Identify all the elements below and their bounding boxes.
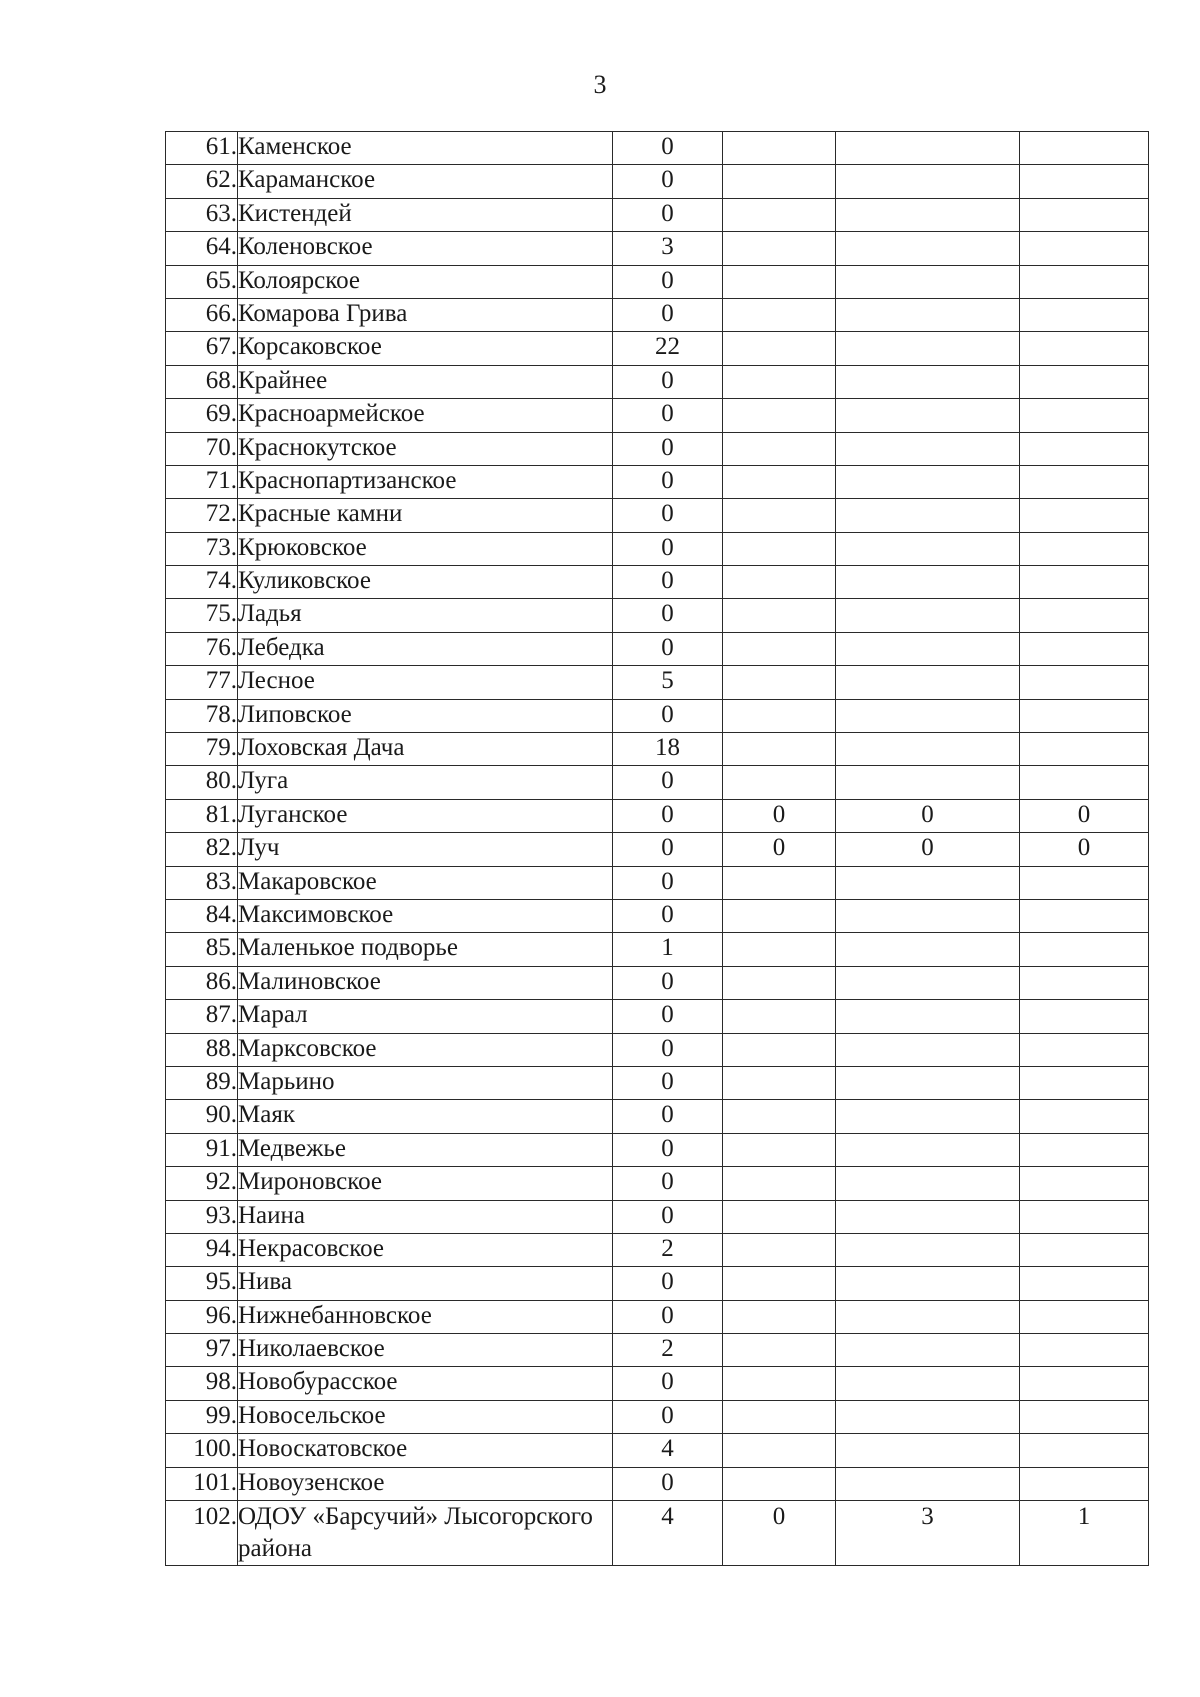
row-number: 71. bbox=[166, 465, 238, 498]
row-value-1: 2 bbox=[613, 1334, 723, 1367]
row-value-2 bbox=[723, 298, 836, 331]
row-value-1: 0 bbox=[613, 1467, 723, 1500]
table-row bbox=[166, 1033, 1149, 1066]
row-value-4 bbox=[1020, 132, 1149, 165]
row-value-4 bbox=[1020, 1233, 1149, 1266]
row-value-1: 0 bbox=[613, 899, 723, 932]
row-name: Комарова Грива bbox=[238, 298, 613, 331]
row-value-3 bbox=[836, 499, 1020, 532]
table-row bbox=[166, 332, 1149, 365]
row-number: 74. bbox=[166, 566, 238, 599]
row-value-3 bbox=[836, 1167, 1020, 1200]
table-row bbox=[166, 799, 1149, 832]
table-row bbox=[166, 1367, 1149, 1400]
row-value-1: 0 bbox=[613, 833, 723, 866]
row-value-1: 0 bbox=[613, 1133, 723, 1166]
row-name: Корсаковское bbox=[238, 332, 613, 365]
row-value-3 bbox=[836, 632, 1020, 665]
row-value-4: 0 bbox=[1020, 799, 1149, 832]
table-row bbox=[166, 599, 1149, 632]
row-value-1: 0 bbox=[613, 1100, 723, 1133]
row-value-4 bbox=[1020, 399, 1149, 432]
row-number: 87. bbox=[166, 1000, 238, 1033]
table-row bbox=[166, 1167, 1149, 1200]
row-value-4 bbox=[1020, 265, 1149, 298]
row-name: Луч bbox=[238, 833, 613, 866]
row-value-3 bbox=[836, 1100, 1020, 1133]
row-number: 99. bbox=[166, 1400, 238, 1433]
row-name: Куликовское bbox=[238, 566, 613, 599]
row-value-3 bbox=[836, 899, 1020, 932]
row-number: 96. bbox=[166, 1300, 238, 1333]
table-row bbox=[166, 1267, 1149, 1300]
row-value-3 bbox=[836, 132, 1020, 165]
row-value-4 bbox=[1020, 1200, 1149, 1233]
row-name: Малиновское bbox=[238, 966, 613, 999]
row-value-3 bbox=[836, 1066, 1020, 1099]
table-row bbox=[166, 298, 1149, 331]
row-number: 65. bbox=[166, 265, 238, 298]
row-value-1: 0 bbox=[613, 799, 723, 832]
row-name: Маленькое подворье bbox=[238, 933, 613, 966]
row-value-3 bbox=[836, 465, 1020, 498]
row-number: 94. bbox=[166, 1233, 238, 1266]
row-value-1: 0 bbox=[613, 766, 723, 799]
table-row bbox=[166, 1233, 1149, 1266]
row-value-1: 0 bbox=[613, 499, 723, 532]
row-value-2 bbox=[723, 1100, 836, 1133]
data-table bbox=[165, 131, 1149, 1566]
row-value-1: 0 bbox=[613, 365, 723, 398]
row-value-4 bbox=[1020, 566, 1149, 599]
row-name: Колоярское bbox=[238, 265, 613, 298]
row-name: Новоскатовское bbox=[238, 1434, 613, 1467]
row-number: 77. bbox=[166, 666, 238, 699]
row-number: 91. bbox=[166, 1133, 238, 1166]
table-row bbox=[166, 699, 1149, 732]
row-value-2 bbox=[723, 866, 836, 899]
row-value-3 bbox=[836, 1267, 1020, 1300]
row-value-4 bbox=[1020, 1033, 1149, 1066]
row-value-3 bbox=[836, 1000, 1020, 1033]
row-value-4 bbox=[1020, 1167, 1149, 1200]
row-value-2 bbox=[723, 465, 836, 498]
row-value-2 bbox=[723, 733, 836, 766]
row-number: 98. bbox=[166, 1367, 238, 1400]
row-value-4 bbox=[1020, 198, 1149, 231]
row-value-1: 0 bbox=[613, 265, 723, 298]
row-value-3 bbox=[836, 1033, 1020, 1066]
row-value-3: 0 bbox=[836, 833, 1020, 866]
row-value-3 bbox=[836, 1200, 1020, 1233]
row-name: Краснокутское bbox=[238, 432, 613, 465]
row-name: Наина bbox=[238, 1200, 613, 1233]
table-row bbox=[166, 1400, 1149, 1433]
row-value-2 bbox=[723, 966, 836, 999]
row-value-3 bbox=[836, 1367, 1020, 1400]
row-name: Новоузенское bbox=[238, 1467, 613, 1500]
row-value-3 bbox=[836, 866, 1020, 899]
row-value-2 bbox=[723, 699, 836, 732]
table-row bbox=[166, 365, 1149, 398]
table-row bbox=[166, 165, 1149, 198]
row-value-1: 0 bbox=[613, 866, 723, 899]
row-value-2 bbox=[723, 566, 836, 599]
row-name: Луганское bbox=[238, 799, 613, 832]
row-value-4 bbox=[1020, 733, 1149, 766]
row-number: 61. bbox=[166, 132, 238, 165]
row-number: 78. bbox=[166, 699, 238, 732]
row-value-3 bbox=[836, 232, 1020, 265]
row-value-2 bbox=[723, 232, 836, 265]
row-value-3 bbox=[836, 966, 1020, 999]
row-name: Максимовское bbox=[238, 899, 613, 932]
row-value-4 bbox=[1020, 666, 1149, 699]
row-value-2 bbox=[723, 165, 836, 198]
row-value-3 bbox=[836, 1434, 1020, 1467]
row-value-1: 0 bbox=[613, 132, 723, 165]
row-value-2 bbox=[723, 1066, 836, 1099]
table-row bbox=[166, 632, 1149, 665]
table-row bbox=[166, 866, 1149, 899]
row-value-1: 1 bbox=[613, 933, 723, 966]
row-name: Лесное bbox=[238, 666, 613, 699]
row-name: Марьино bbox=[238, 1066, 613, 1099]
row-value-1: 2 bbox=[613, 1233, 723, 1266]
row-value-4 bbox=[1020, 365, 1149, 398]
table-row bbox=[166, 232, 1149, 265]
table-row bbox=[166, 532, 1149, 565]
row-value-4 bbox=[1020, 499, 1149, 532]
row-value-2 bbox=[723, 365, 836, 398]
row-value-2 bbox=[723, 399, 836, 432]
row-value-3: 3 bbox=[836, 1501, 1020, 1566]
table-row bbox=[166, 198, 1149, 231]
row-number: 85. bbox=[166, 933, 238, 966]
row-name: Коленовское bbox=[238, 232, 613, 265]
row-value-1: 0 bbox=[613, 399, 723, 432]
table-row bbox=[166, 1434, 1149, 1467]
row-value-1: 5 bbox=[613, 666, 723, 699]
row-value-4 bbox=[1020, 298, 1149, 331]
row-value-4 bbox=[1020, 1400, 1149, 1433]
row-value-1: 0 bbox=[613, 1000, 723, 1033]
row-value-4 bbox=[1020, 933, 1149, 966]
row-value-1: 0 bbox=[613, 1267, 723, 1300]
row-number: 66. bbox=[166, 298, 238, 331]
table-row bbox=[166, 1501, 1149, 1566]
row-value-4 bbox=[1020, 1066, 1149, 1099]
row-value-3 bbox=[836, 1233, 1020, 1266]
row-value-4: 0 bbox=[1020, 833, 1149, 866]
row-number: 72. bbox=[166, 499, 238, 532]
row-name: Некрасовское bbox=[238, 1233, 613, 1266]
row-name: Караманское bbox=[238, 165, 613, 198]
table-row bbox=[166, 432, 1149, 465]
row-value-2 bbox=[723, 499, 836, 532]
row-value-2 bbox=[723, 1233, 836, 1266]
row-value-2 bbox=[723, 1367, 836, 1400]
row-name: Марал bbox=[238, 1000, 613, 1033]
row-value-1: 0 bbox=[613, 1167, 723, 1200]
row-name: Марксовское bbox=[238, 1033, 613, 1066]
table-body bbox=[166, 132, 1149, 1566]
row-number: 63. bbox=[166, 198, 238, 231]
row-name: Луга bbox=[238, 766, 613, 799]
row-value-4 bbox=[1020, 699, 1149, 732]
row-value-4 bbox=[1020, 766, 1149, 799]
row-number: 101. bbox=[166, 1467, 238, 1500]
row-name: Лоховская Дача bbox=[238, 733, 613, 766]
row-value-1: 0 bbox=[613, 632, 723, 665]
row-value-4 bbox=[1020, 866, 1149, 899]
row-value-2 bbox=[723, 265, 836, 298]
row-value-4 bbox=[1020, 532, 1149, 565]
table-row bbox=[166, 966, 1149, 999]
table-row bbox=[166, 766, 1149, 799]
row-name: Маяк bbox=[238, 1100, 613, 1133]
row-name: Каменское bbox=[238, 132, 613, 165]
row-value-3 bbox=[836, 733, 1020, 766]
table-row bbox=[166, 666, 1149, 699]
row-value-2 bbox=[723, 1434, 836, 1467]
row-value-3 bbox=[836, 399, 1020, 432]
row-value-3 bbox=[836, 1334, 1020, 1367]
row-value-2: 0 bbox=[723, 799, 836, 832]
row-number: 92. bbox=[166, 1167, 238, 1200]
table-row bbox=[166, 933, 1149, 966]
row-value-1: 0 bbox=[613, 699, 723, 732]
row-name: Крайнее bbox=[238, 365, 613, 398]
row-value-1: 0 bbox=[613, 198, 723, 231]
table-row bbox=[166, 1066, 1149, 1099]
row-value-4 bbox=[1020, 1467, 1149, 1500]
row-value-4 bbox=[1020, 899, 1149, 932]
row-number: 100. bbox=[166, 1434, 238, 1467]
row-name: Красные камни bbox=[238, 499, 613, 532]
row-number: 86. bbox=[166, 966, 238, 999]
row-value-1: 18 bbox=[613, 733, 723, 766]
row-number: 64. bbox=[166, 232, 238, 265]
row-value-1: 0 bbox=[613, 465, 723, 498]
row-value-1: 0 bbox=[613, 298, 723, 331]
row-name: Макаровское bbox=[238, 866, 613, 899]
row-value-2 bbox=[723, 1167, 836, 1200]
row-value-3 bbox=[836, 365, 1020, 398]
row-value-4 bbox=[1020, 1300, 1149, 1333]
row-value-1: 0 bbox=[613, 1367, 723, 1400]
row-value-3 bbox=[836, 165, 1020, 198]
row-name: Кистендей bbox=[238, 198, 613, 231]
table-row bbox=[166, 399, 1149, 432]
row-value-4 bbox=[1020, 165, 1149, 198]
row-value-2 bbox=[723, 666, 836, 699]
row-number: 79. bbox=[166, 733, 238, 766]
row-value-2: 0 bbox=[723, 1501, 836, 1566]
table-row bbox=[166, 1300, 1149, 1333]
row-value-1: 4 bbox=[613, 1501, 723, 1566]
row-name: Лебедка bbox=[238, 632, 613, 665]
row-number: 76. bbox=[166, 632, 238, 665]
row-name: Нижнебанновское bbox=[238, 1300, 613, 1333]
row-name: Николаевское bbox=[238, 1334, 613, 1367]
row-value-3 bbox=[836, 265, 1020, 298]
row-value-3 bbox=[836, 1400, 1020, 1433]
row-value-4 bbox=[1020, 1334, 1149, 1367]
row-value-1: 0 bbox=[613, 1400, 723, 1433]
row-number: 67. bbox=[166, 332, 238, 365]
row-value-4 bbox=[1020, 1367, 1149, 1400]
row-value-3 bbox=[836, 332, 1020, 365]
table-row bbox=[166, 1100, 1149, 1133]
row-value-2 bbox=[723, 899, 836, 932]
row-value-2 bbox=[723, 1033, 836, 1066]
row-name: ОДОУ «Барсучий» Лысогорского района bbox=[238, 1501, 613, 1566]
row-value-2 bbox=[723, 432, 836, 465]
row-value-3 bbox=[836, 532, 1020, 565]
row-value-3 bbox=[836, 1133, 1020, 1166]
row-value-4 bbox=[1020, 432, 1149, 465]
row-value-1: 0 bbox=[613, 1066, 723, 1099]
row-value-4: 1 bbox=[1020, 1501, 1149, 1566]
row-value-3 bbox=[836, 933, 1020, 966]
row-value-1: 4 bbox=[613, 1434, 723, 1467]
row-value-3 bbox=[836, 198, 1020, 231]
row-number: 75. bbox=[166, 599, 238, 632]
row-value-2 bbox=[723, 1400, 836, 1433]
table-row bbox=[166, 499, 1149, 532]
row-value-2 bbox=[723, 1133, 836, 1166]
row-value-1: 0 bbox=[613, 1200, 723, 1233]
row-value-4 bbox=[1020, 1000, 1149, 1033]
table-row bbox=[166, 1000, 1149, 1033]
row-name: Крюковское bbox=[238, 532, 613, 565]
row-value-2 bbox=[723, 1334, 836, 1367]
row-value-1: 22 bbox=[613, 332, 723, 365]
row-value-2 bbox=[723, 532, 836, 565]
row-value-4 bbox=[1020, 232, 1149, 265]
row-number: 62. bbox=[166, 165, 238, 198]
row-number: 88. bbox=[166, 1033, 238, 1066]
row-value-4 bbox=[1020, 332, 1149, 365]
row-number: 69. bbox=[166, 399, 238, 432]
row-value-4 bbox=[1020, 632, 1149, 665]
row-value-1: 0 bbox=[613, 966, 723, 999]
row-number: 89. bbox=[166, 1066, 238, 1099]
row-number: 82. bbox=[166, 833, 238, 866]
row-value-3 bbox=[836, 766, 1020, 799]
table-row bbox=[166, 1200, 1149, 1233]
row-value-2 bbox=[723, 599, 836, 632]
row-name: Краснопартизанское bbox=[238, 465, 613, 498]
row-value-3 bbox=[836, 599, 1020, 632]
table-row bbox=[166, 132, 1149, 165]
row-number: 84. bbox=[166, 899, 238, 932]
row-value-2 bbox=[723, 1000, 836, 1033]
row-number: 93. bbox=[166, 1200, 238, 1233]
row-number: 81. bbox=[166, 799, 238, 832]
row-value-2 bbox=[723, 1467, 836, 1500]
row-name: Новосельское bbox=[238, 1400, 613, 1433]
row-number: 73. bbox=[166, 532, 238, 565]
row-value-2 bbox=[723, 198, 836, 231]
row-value-1: 3 bbox=[613, 232, 723, 265]
table-row bbox=[166, 833, 1149, 866]
row-number: 95. bbox=[166, 1267, 238, 1300]
row-value-2 bbox=[723, 632, 836, 665]
row-value-1: 0 bbox=[613, 165, 723, 198]
row-value-2 bbox=[723, 766, 836, 799]
table-row bbox=[166, 265, 1149, 298]
row-value-1: 0 bbox=[613, 1300, 723, 1333]
row-value-4 bbox=[1020, 1133, 1149, 1166]
table-row bbox=[166, 899, 1149, 932]
row-number: 97. bbox=[166, 1334, 238, 1367]
row-number: 83. bbox=[166, 866, 238, 899]
row-value-3 bbox=[836, 1467, 1020, 1500]
row-value-2 bbox=[723, 933, 836, 966]
row-value-1: 0 bbox=[613, 432, 723, 465]
row-value-4 bbox=[1020, 1267, 1149, 1300]
row-value-1: 0 bbox=[613, 532, 723, 565]
row-number: 80. bbox=[166, 766, 238, 799]
row-value-2: 0 bbox=[723, 833, 836, 866]
table-row bbox=[166, 1467, 1149, 1500]
table-row bbox=[166, 566, 1149, 599]
row-value-2 bbox=[723, 1300, 836, 1333]
row-number: 68. bbox=[166, 365, 238, 398]
row-value-3 bbox=[836, 666, 1020, 699]
row-value-1: 0 bbox=[613, 566, 723, 599]
row-number: 70. bbox=[166, 432, 238, 465]
row-value-2 bbox=[723, 132, 836, 165]
row-value-3 bbox=[836, 566, 1020, 599]
row-value-3 bbox=[836, 432, 1020, 465]
row-value-2 bbox=[723, 332, 836, 365]
row-value-2 bbox=[723, 1200, 836, 1233]
table-row bbox=[166, 465, 1149, 498]
row-name: Новобурасское bbox=[238, 1367, 613, 1400]
table-row bbox=[166, 1334, 1149, 1367]
page-number: 3 bbox=[593, 70, 607, 99]
row-name: Ладья bbox=[238, 599, 613, 632]
table-row bbox=[166, 1133, 1149, 1166]
row-name: Красноармейское bbox=[238, 399, 613, 432]
row-name: Нива bbox=[238, 1267, 613, 1300]
row-value-4 bbox=[1020, 1434, 1149, 1467]
row-value-3 bbox=[836, 699, 1020, 732]
row-value-3 bbox=[836, 298, 1020, 331]
row-value-2 bbox=[723, 1267, 836, 1300]
row-value-3: 0 bbox=[836, 799, 1020, 832]
row-value-3 bbox=[836, 1300, 1020, 1333]
row-name: Липовское bbox=[238, 699, 613, 732]
row-value-1: 0 bbox=[613, 1033, 723, 1066]
row-name: Мироновское bbox=[238, 1167, 613, 1200]
table-row bbox=[166, 733, 1149, 766]
row-value-4 bbox=[1020, 1100, 1149, 1133]
row-value-4 bbox=[1020, 599, 1149, 632]
row-number: 90. bbox=[166, 1100, 238, 1133]
row-value-4 bbox=[1020, 465, 1149, 498]
row-value-1: 0 bbox=[613, 599, 723, 632]
row-number: 102. bbox=[166, 1501, 238, 1566]
row-value-4 bbox=[1020, 966, 1149, 999]
row-name: Медвежье bbox=[238, 1133, 613, 1166]
